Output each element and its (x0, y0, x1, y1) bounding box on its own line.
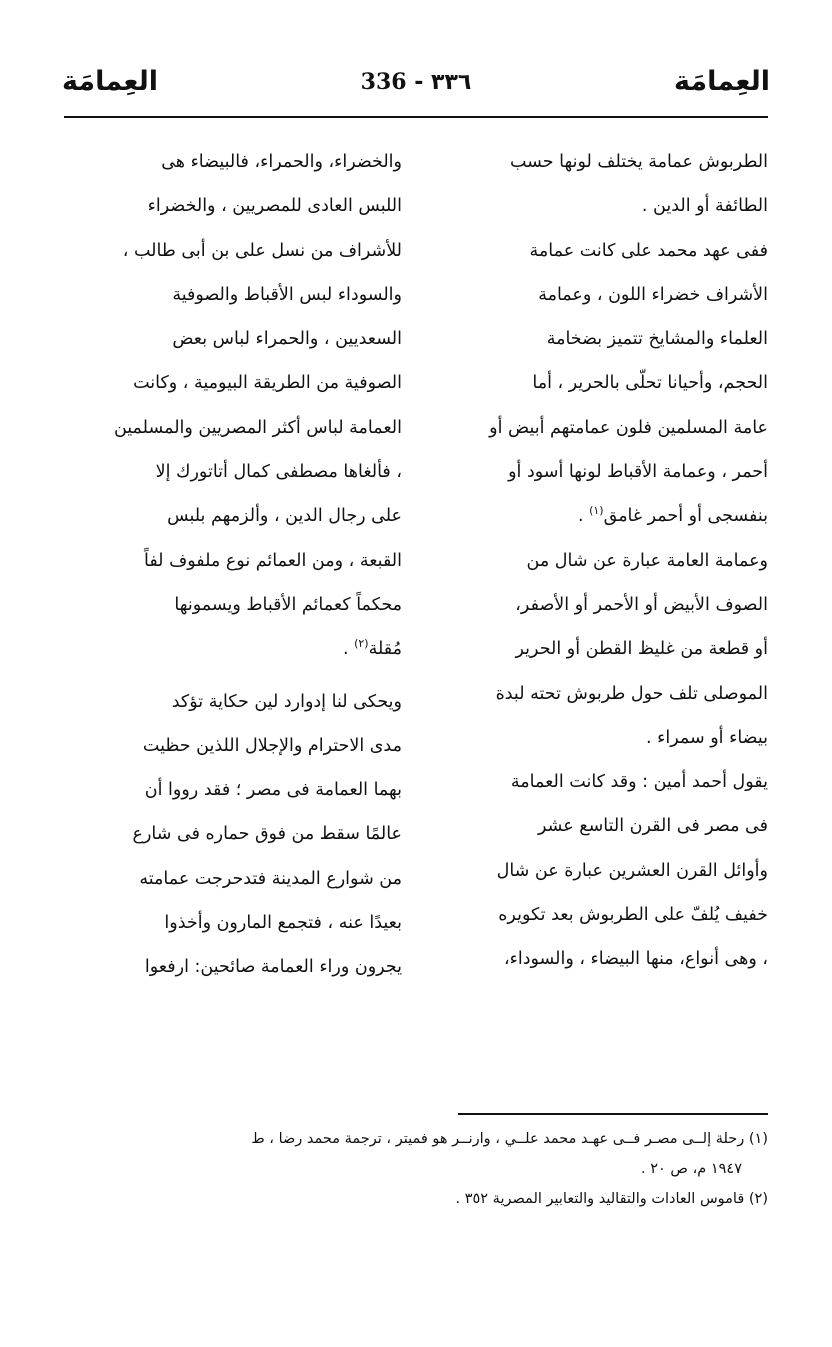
text-line: الطربوش عمامة يختلف لونها حسب (510, 152, 768, 172)
header-rule (64, 116, 768, 118)
text-line: ويحكى لنا إدوارد لين حكاية تؤكد (171, 691, 402, 712)
footnote-1: (١) رحلة إلــى مصـر فــى عهـد محمد علــي ، وارنــر هو فميتر ، ترجمة محمد رضا ، ط (251, 1131, 768, 1147)
text-line: على رجال الدين ، وألزمهم بلبس (167, 506, 402, 527)
page-header (62, 62, 770, 112)
right-column (430, 140, 768, 982)
text-line: العمامة لباس أكثر المصريين والمسلمين (113, 417, 402, 438)
text-line: وعمامة العامة عبارة عن شال من (526, 550, 768, 571)
page-number: 336 - ٣٣٦ (360, 69, 472, 95)
text-line: الصوفية من الطريقة البيومية ، وكانت (133, 373, 402, 394)
text-line: اللبس العادى للمصريين ، والخضراء (147, 196, 402, 217)
text-line: مدى الاحترام والإجلال اللذين حظيت (142, 735, 402, 756)
paragraph-gap (64, 672, 402, 680)
left-column (64, 140, 402, 990)
text-line: السعديين ، والحمراء لباس بعض (172, 329, 402, 350)
text-line: الأشراف خضراء اللون ، وعمامة (538, 284, 768, 305)
text-line: القبعة ، ومن العمائم نوع ملفوف لفاً (144, 550, 402, 571)
sentence-end: . (342, 639, 355, 660)
text-line: الصوف الأبيض أو الأحمر أو الأصفر، (515, 594, 768, 615)
text-line: أحمر ، وعمامة الأقباط لونها أسود أو (508, 462, 768, 483)
text-line: العلماء والمشايخ تتميز بضخامة (546, 329, 768, 350)
text-line: خفيف يُلفّ على الطربوش بعد تكويره (498, 905, 768, 926)
text-line: عالمًا سقط من فوق حماره فى شارع (132, 824, 402, 845)
text-line: الطائفة أو الدين . (641, 196, 768, 217)
text-line: يجرون وراء العمامة صائحين: ارفعوا (144, 957, 402, 978)
text-line: يقول أحمد أمين : وقد كانت العمامة (510, 772, 768, 793)
footnote-2: (٢) قاموس العادات والتقاليد والتعابير المصرية ٣٥٢ . (455, 1191, 768, 1207)
text-fragment: بنفسجى أو أحمر غامق (603, 506, 768, 527)
footnote-1-continued: ١٩٤٧ م، ص ٢٠ . (641, 1161, 742, 1177)
text-line: للأشراف من نسل على بن أبى طالب ، (122, 240, 402, 261)
text-line: أو قطعة من غليظ القطن أو الحرير (515, 639, 768, 660)
text-line: من شوارع المدينة فتدحرجت عمامته (139, 868, 402, 889)
sentence-end: . (577, 506, 590, 527)
text-line: ، فألغاها مصطفى كمال أتاتورك إلا (155, 462, 402, 483)
text-line: بهما العمامة فى مصر ؛ فقد رووا أن (144, 780, 402, 801)
text-line: والسوداء لبس الأقباط والصوفية (172, 284, 402, 305)
footnote-ref-2: (٢) (354, 637, 369, 651)
text-line: ففى عهد محمد على كانت عمامة (529, 240, 768, 261)
text-line: عامة المسلمين فلون عمامتهم أبيض أو (489, 417, 768, 438)
page-number-latin: 336 (360, 69, 407, 95)
page-number-arabic: ٣٣٦ (431, 70, 472, 95)
footnote-rule (458, 1113, 768, 1115)
text-line-with-footnote (64, 627, 402, 671)
running-title-left: العِمامَة (62, 66, 158, 97)
text-line: ، وهى أنواع، منها البيضاء ، والسوداء، (503, 949, 768, 970)
text-line: والخضراء، والحمراء، فالبيضاء هى (161, 152, 402, 172)
text-line: محكماً كعمائم الأقباط ويسمونها (174, 594, 402, 615)
text-line: الموصلى تلف حول طربوش تحته لبدة (495, 683, 768, 704)
text-line: الحجم، وأحيانا تحلّى بالحرير ، أما (532, 373, 768, 394)
footnotes (62, 1124, 768, 1214)
text-line: بيضاء أو سمراء . (646, 727, 768, 748)
footnote-ref-1: (١) (589, 504, 604, 518)
text-line-with-footnote (430, 494, 768, 538)
text-fragment: مُقلة (368, 639, 402, 660)
text-line: بعيدًا عنه ، فتجمع المارون وأخذوا (164, 913, 402, 934)
running-title-right: العِمامَة (674, 66, 770, 97)
text-line: وأوائل القرن العشرين عبارة عن شال (496, 860, 768, 881)
text-line: فى مصر فى القرن التاسع عشر (538, 816, 768, 837)
